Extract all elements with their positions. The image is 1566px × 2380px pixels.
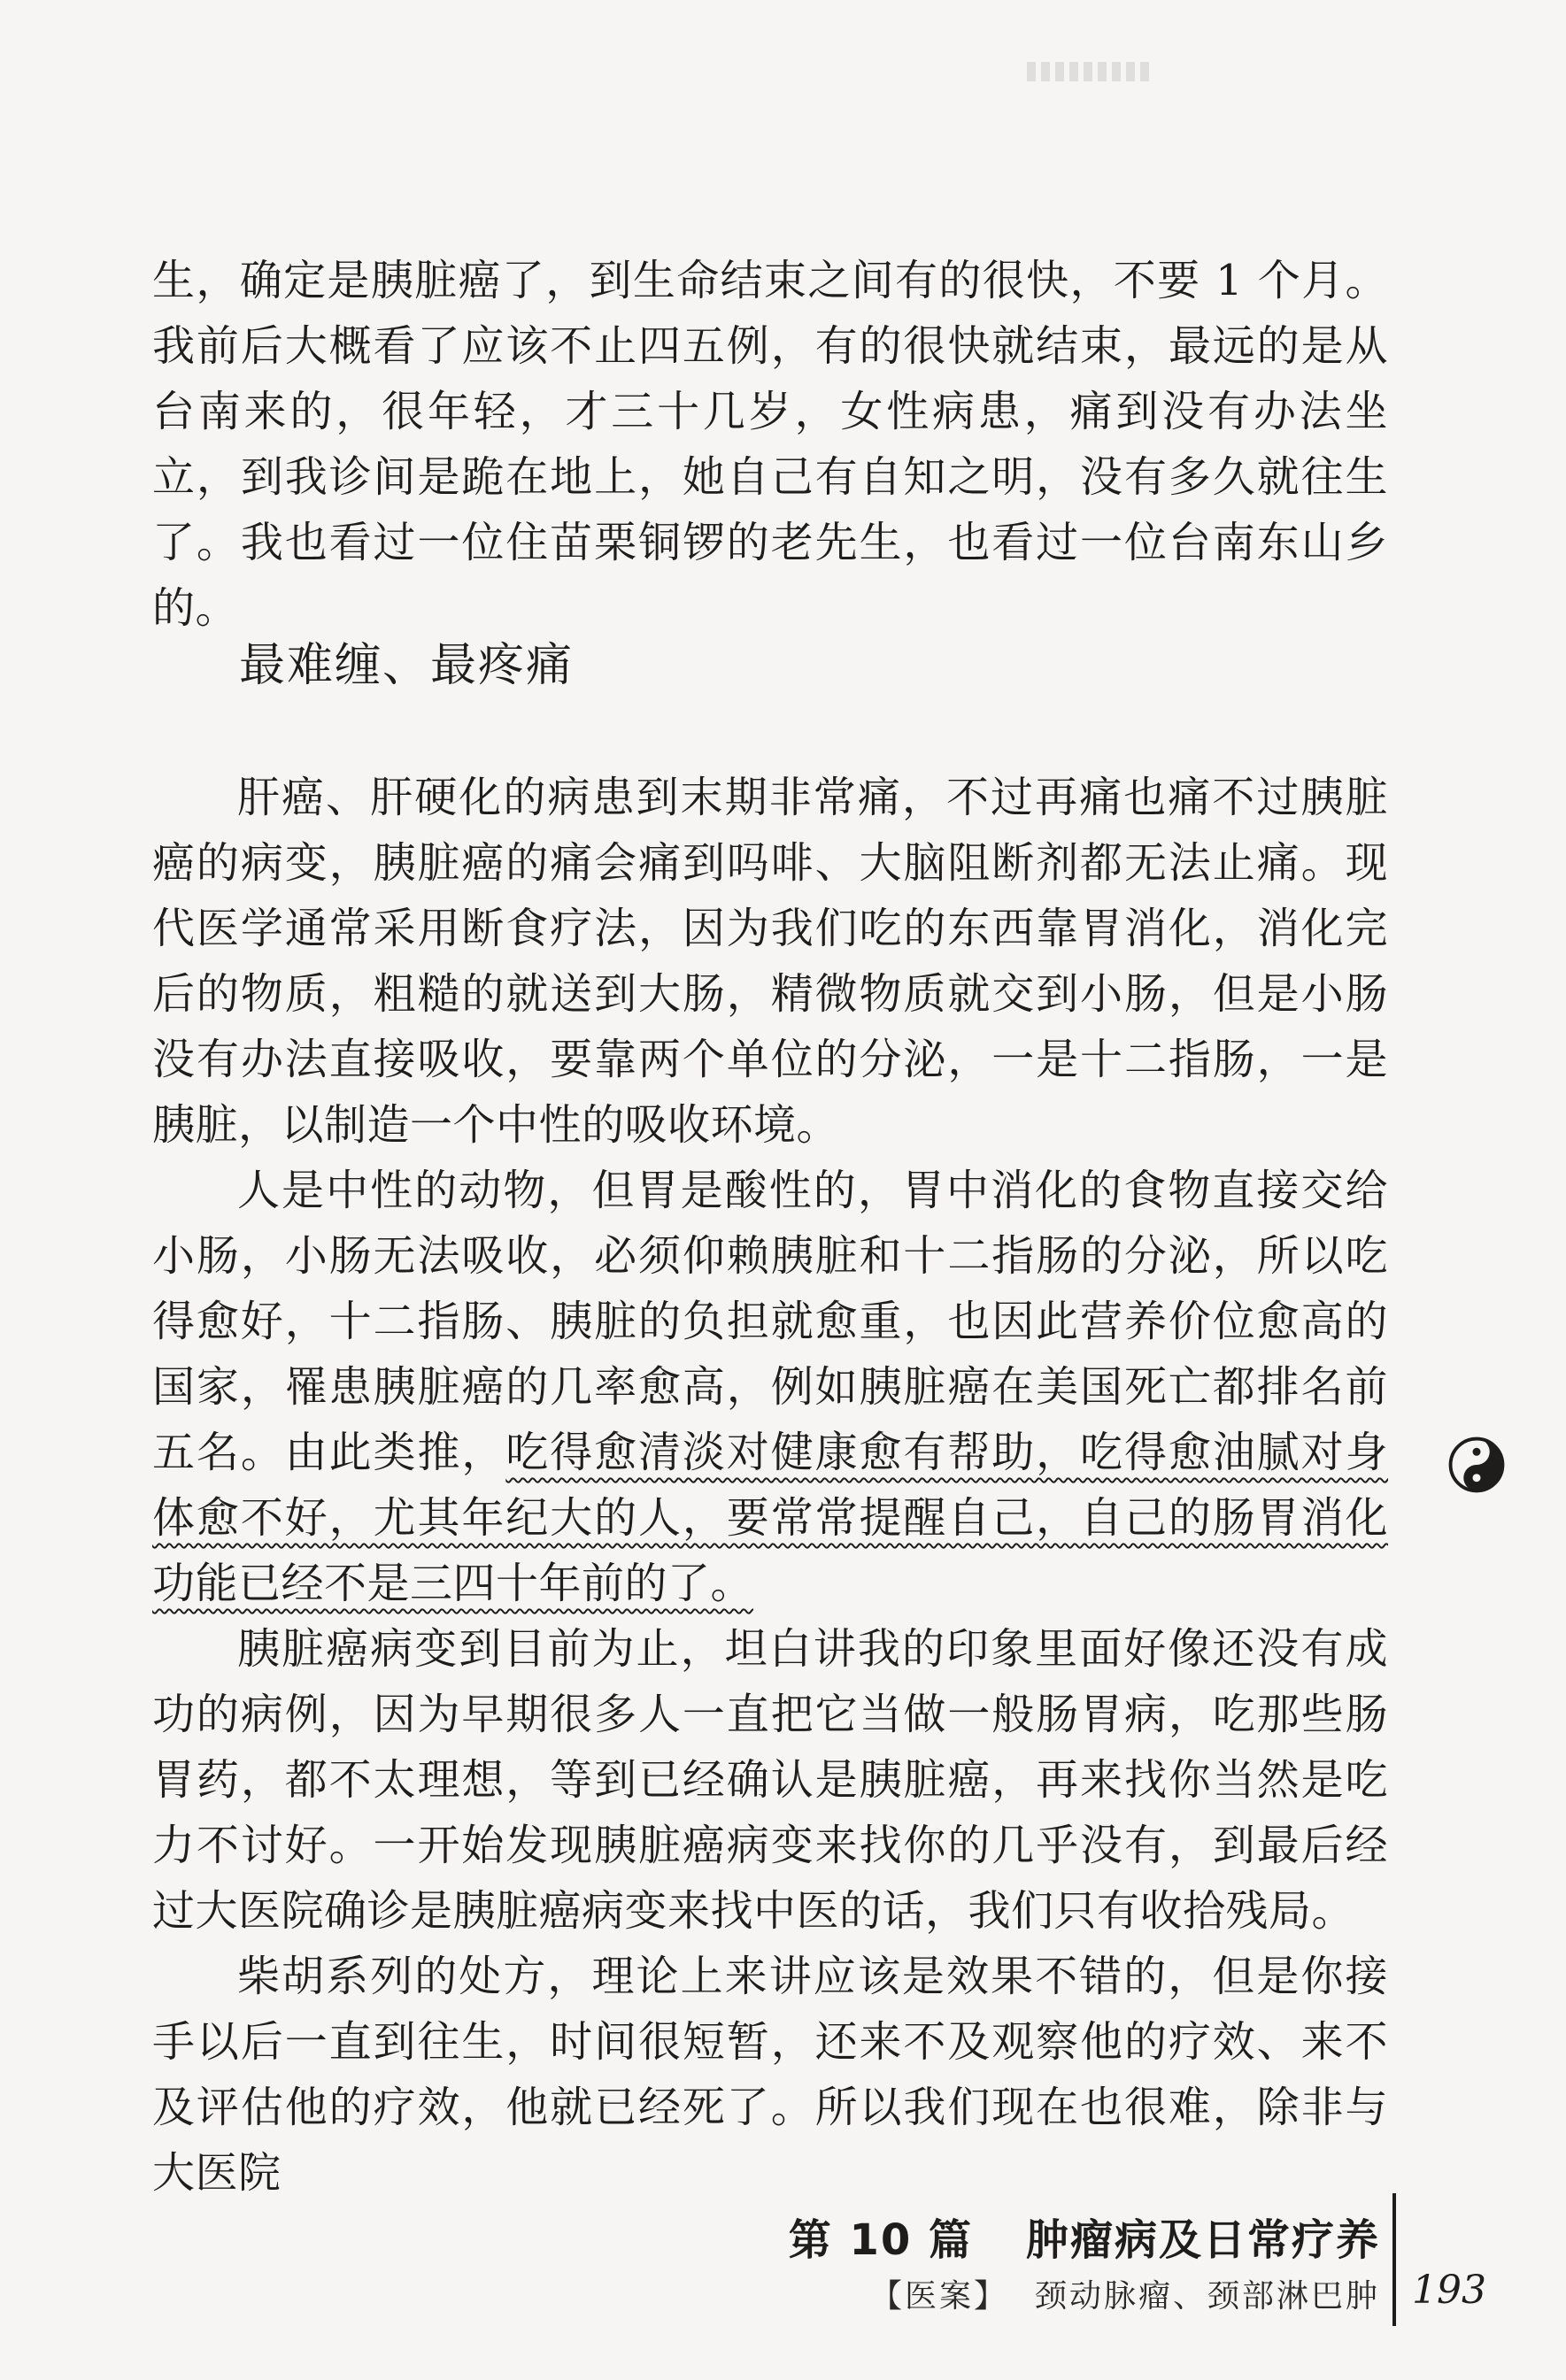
intro-text [152, 248, 1388, 641]
paragraph-3: 胰脏癌病变到目前为止，坦白讲我的印象里面好像还没有成功的病例，因为早期很多人一直把它当做一般肠胃病，吃那些肠胃药，都不太理想，等到已经确认是胰脏癌，再来找你当然是吃力不讨好。一开始发现胰脏癌病变来找你的几乎没有，到最后经过大医院确诊是胰脏癌病变来找中医的话，我们只有收拾残局。 [152, 1624, 1388, 1936]
case-title: 颈动脉瘤、颈部淋巴肿 [1034, 2278, 1380, 2315]
paragraph-2-text: 人是中性的动物，但胃是酸性的，胃中消化的食物直接交给小肠，小肠无法吸收，必须仰赖胰脏和十二指肠的分泌，所以吃得愈好，十二指肠、胰脏的负担就愈重，也因此营养价位愈高的国家，罹患胰脏癌的几率愈高，例如胰脏癌在美国死亡都排名前五名。由此类推， [152, 1166, 1388, 1477]
paragraph-1: 肝癌、肝硬化的病患到末期非常痛，不过再痛也痛不过胰脏癌的病变，胰脏癌的痛会痛到吗啡、大脑阻断剂都无法止痛。现代医学通常采用断食疗法，因为我们吃的东西靠胃消化，消化完后的物质，粗糙的就送到大肠，精微物质就交到小肠，但是小肠没有办法直接吸收，要靠两个单位的分泌，一是十二指肠，一是胰脏，以制造一个中性的吸收环境。 [152, 773, 1388, 1150]
paragraph-2 [152, 1158, 1388, 1616]
footer-subheading [870, 2271, 1380, 2316]
footer-chapter-heading [789, 2206, 1380, 2267]
emphasized-text: 吃得愈清淡对健康愈有帮助，吃得愈油腻对身体愈不好，尤其年纪大的人，要常常提醒自己，自己的肠胃消化功能已经不是三四十年前的了。 [152, 1428, 1388, 1608]
section-heading: 最难缠、最疼痛 [239, 639, 575, 692]
page-number: 193 [1412, 2268, 1486, 2313]
intro-paragraph: 生，确定是胰脏癌了，到生命结束之间有的很快，不要 1 个月。我前后大概看了应该不止四五例，有的很快就结束，最远的是从台南来的，很年轻，才三十几岁，女性病患，痛到没有办法坐立，到我诊间是跪在地上，她自己有自知之明，没有多久就往生了。我也看过一位住苗栗铜锣的老先生，也看过一位台南东山乡的。 [152, 256, 1388, 633]
paragraph-4: 柴胡系列的处方，理论上来讲应该是效果不错的，但是你接手以后一直到往生，时间很短暂，还来不及观察他的疗效、来不及评估他的疗效，他就已经死了。所以我们现在也很难，除非与大医院 [152, 1952, 1388, 2198]
case-tag: 【医案】 [869, 2278, 1008, 2315]
taiji-icon [1448, 1436, 1505, 1493]
footer-divider [1392, 2193, 1396, 2326]
chapter-title: 肿瘤病及日常疗养 [1025, 2215, 1380, 2265]
chapter-number: 第 10 篇 [788, 2215, 973, 2265]
section-body [152, 765, 1388, 2206]
scan-artifact [1027, 62, 1151, 81]
